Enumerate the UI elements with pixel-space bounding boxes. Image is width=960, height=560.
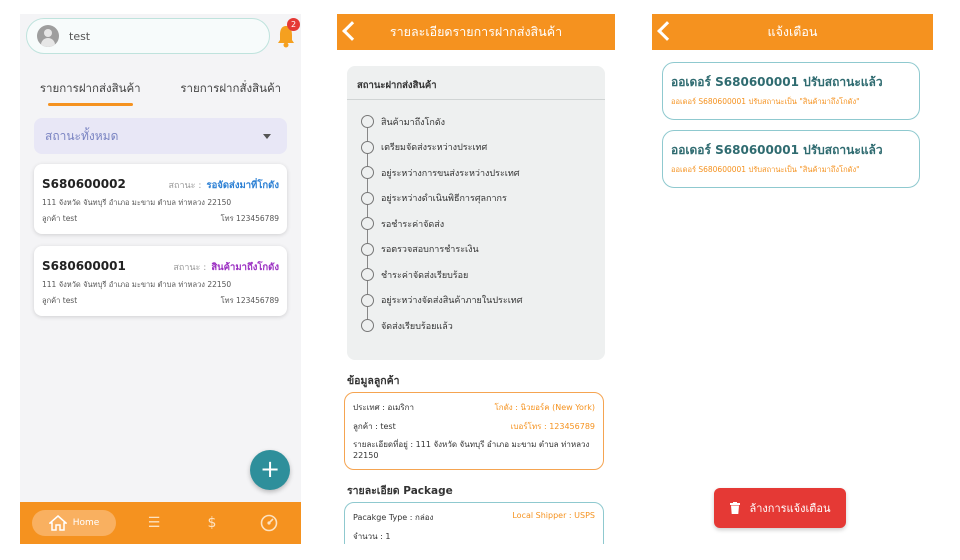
order-id: S680600002 — [42, 177, 126, 191]
step-circle-icon — [361, 141, 374, 154]
step-circle-icon — [361, 294, 374, 307]
nav-home-label: Home — [72, 518, 100, 528]
order-phone: โทร 123456789 — [220, 214, 279, 223]
step-circle-icon — [361, 319, 374, 332]
notification-card[interactable] — [662, 62, 920, 120]
step-circle-icon — [361, 192, 374, 205]
customer-warehouse: โกดัง : นิวยอร์ค (New York) — [494, 403, 595, 412]
detail-header-title: รายละเอียดรายการฝากส่งสินค้า — [389, 24, 563, 39]
status-step: สินค้ามาถึงโกดัง — [347, 109, 605, 135]
bottom-nav — [20, 502, 301, 544]
notification-title: ออเดอร์ S680600001 ปรับสถานะแล้ว — [671, 75, 883, 89]
order-card[interactable] — [34, 164, 287, 234]
avatar — [37, 25, 59, 47]
order-id: S680600001 — [42, 259, 126, 273]
tab-purchase-orders[interactable]: รายการฝากสั่งสินค้า — [180, 81, 282, 95]
package-type: Pacakge Type : กล่อง — [353, 513, 434, 522]
detail-header — [337, 14, 615, 50]
status-filter-select[interactable] — [34, 118, 287, 154]
status-step: อยู่ระหว่างดำเนินพิธีการศุลกากร — [347, 186, 605, 212]
status-step: อยู่ระหว่างการขนส่งระหว่างประเทศ — [347, 160, 605, 186]
notification-title: ออเดอร์ S680600001 ปรับสถานะแล้ว — [671, 143, 883, 157]
status-timeline — [347, 100, 605, 339]
step-circle-icon — [361, 115, 374, 128]
order-detail-screen — [337, 14, 615, 544]
customer-country: ประเทศ : อเมริกา — [353, 403, 414, 412]
notification-header — [652, 14, 933, 50]
step-circle-icon — [361, 243, 374, 256]
status-panel-title: สถานะฝากส่งสินค้า — [347, 66, 605, 100]
tab-shipping-orders[interactable]: รายการฝากส่งสินค้า — [20, 70, 161, 106]
order-status: รอจัดส่งมาที่โกดัง — [206, 180, 279, 191]
order-tabs — [20, 70, 301, 106]
order-phone: โทร 123456789 — [220, 296, 279, 305]
user-name: test — [69, 29, 91, 43]
step-circle-icon — [361, 268, 374, 281]
list-icon[interactable]: ☰ — [147, 515, 161, 531]
add-order-button[interactable]: + — [250, 450, 290, 490]
dollar-icon[interactable]: $ — [207, 515, 217, 531]
status-step: อยู่ระหว่างจัดส่งสินค้าภายในประเทศ — [347, 288, 605, 314]
step-circle-icon — [361, 217, 374, 230]
notification-screen — [652, 14, 933, 544]
dashboard-icon[interactable] — [259, 513, 279, 533]
order-address: 111 จังหวัด จันทบุรี อำเภอ มะขาม ตำบล ท่าหลวง 22150 — [42, 280, 232, 289]
package-shipper: Local Shipper : USPS — [512, 511, 595, 520]
status-step: เตรียมจัดส่งระหว่างประเทศ — [347, 135, 605, 161]
order-list-screen — [20, 14, 301, 544]
status-step: ชำระค่าจัดส่งเรียบร้อย — [347, 262, 605, 288]
clear-notifications-button[interactable] — [714, 488, 846, 528]
customer-address: รายละเอียดที่อยู่ : 111 จังหวัด จันทบุรี อำเภอ มะขาม ตำบล ท่าหลวง 22150 — [353, 440, 590, 461]
package-section-title: รายละเอียด Package — [347, 485, 453, 497]
home-icon — [49, 515, 67, 531]
customer-name: ลูกค้า : test — [353, 422, 396, 431]
order-status-label: สถานะ : — [168, 181, 202, 191]
caret-down-icon — [263, 134, 271, 139]
notification-body: ออเดอร์ S680600001 ปรับสถานะเป็น "สินค้ามาถึงโกดัง" — [671, 165, 860, 174]
customer-section-title: ข้อมูลลูกค้า — [347, 375, 400, 387]
order-customer: ลูกค้า test — [42, 296, 78, 305]
status-filter-value: สถานะทั้งหมด — [45, 128, 119, 143]
order-address: 111 จังหวัด จันทบุรี อำเภอ มะขาม ตำบล ท่าหลวง 22150 — [42, 198, 232, 207]
notification-card[interactable] — [662, 130, 920, 188]
notification-badge: 2 — [287, 18, 300, 31]
back-chevron-icon[interactable] — [342, 21, 362, 41]
customer-info-card — [344, 392, 604, 470]
order-status-label: สถานะ : — [173, 263, 207, 273]
notification-body: ออเดอร์ S680600001 ปรับสถานะเป็น "สินค้ามาถึงโกดัง" — [671, 97, 860, 106]
notification-header-title: แจ้งเตือน — [767, 24, 818, 39]
order-status: สินค้ามาถึงโกดัง — [211, 262, 279, 273]
order-customer: ลูกค้า test — [42, 214, 78, 223]
status-step: รอตรวจสอบการชำระเงิน — [347, 237, 605, 263]
clear-notifications-label: ล้างการแจ้งเตือน — [749, 502, 831, 515]
customer-phone: เบอร์โทร : 123456789 — [510, 422, 595, 431]
user-profile-pill[interactable] — [26, 18, 270, 54]
back-chevron-icon[interactable] — [657, 21, 677, 41]
package-info-card — [344, 502, 604, 544]
order-card[interactable] — [34, 246, 287, 316]
status-step: รอชำระค่าจัดส่ง — [347, 211, 605, 237]
step-circle-icon — [361, 166, 374, 179]
shipping-status-panel — [347, 66, 605, 360]
package-quantity: จำนวน : 1 — [353, 532, 391, 541]
status-step: จัดส่งเรียบร้อยแล้ว — [347, 313, 605, 339]
trash-icon — [730, 502, 740, 514]
nav-home[interactable] — [32, 510, 116, 536]
